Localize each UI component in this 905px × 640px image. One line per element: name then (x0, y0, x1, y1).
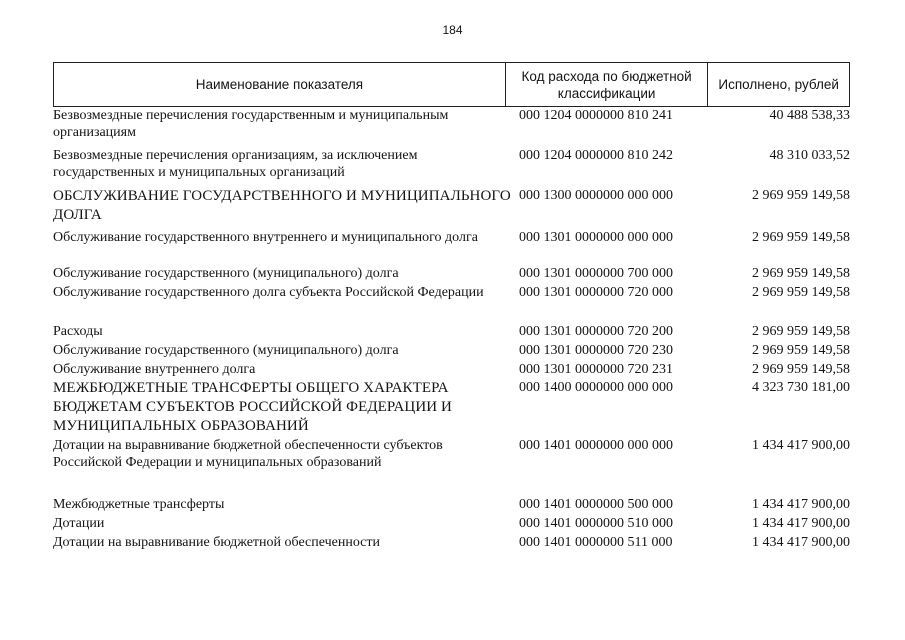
row-code: 000 1401 0000000 500 000 (519, 497, 673, 512)
row-value: 1 434 417 900,00 (752, 438, 850, 453)
row-name: МЕЖБЮДЖЕТНЫЕ ТРАНСФЕРТЫ ОБЩЕГО ХАРАКТЕРА БЮДЖЕТАМ СУБЪЕКТОВ РОССИЙСКОЙ ФЕДЕРАЦИИ И МУНИЦИПАЛЬНЫХ ОБРАЗОВАНИЙ (53, 380, 452, 434)
table-row (53, 361, 850, 378)
row-name: Расходы (53, 324, 103, 339)
table-row (53, 342, 850, 359)
table-row (53, 229, 850, 246)
row-code: 000 1401 0000000 511 000 (519, 535, 673, 550)
row-name: Обслуживание внутреннего долга (53, 362, 256, 377)
row-code: 000 1301 0000000 720 200 (519, 324, 673, 339)
row-value: 1 434 417 900,00 (752, 497, 850, 512)
row-code: 000 1301 0000000 720 000 (519, 285, 673, 300)
table-row (53, 284, 850, 301)
row-code: 000 1300 0000000 000 000 (519, 188, 673, 203)
row-name: Обслуживание государственного внутреннего и муниципального долга (53, 230, 478, 245)
row-name: Безвозмездные перечисления государственным и муниципальным организациям (53, 108, 449, 140)
header-executed: Исполнено, рублей (707, 63, 849, 106)
budget-table (53, 62, 850, 550)
row-code: 000 1204 0000000 810 242 (519, 148, 673, 163)
table-row (53, 534, 850, 551)
row-code: 000 1301 0000000 720 230 (519, 343, 673, 358)
row-value: 1 434 417 900,00 (752, 535, 850, 550)
row-code: 000 1400 0000000 000 000 (519, 380, 673, 395)
table-header (53, 62, 850, 107)
table-row-section (53, 379, 850, 436)
row-name: ОБСЛУЖИВАНИЕ ГОСУДАРСТВЕННОГО И МУНИЦИПАЛЬНОГО ДОЛГА (53, 188, 511, 223)
table-row (53, 147, 850, 181)
table-row (53, 437, 850, 471)
row-name: Дотации (53, 516, 105, 531)
row-name: Обслуживание государственного (муниципального) долга (53, 343, 399, 358)
table-row (53, 265, 850, 282)
row-value: 2 969 959 149,58 (752, 230, 850, 245)
table-row (53, 496, 850, 513)
row-value: 2 969 959 149,58 (752, 266, 850, 281)
row-name: Дотации на выравнивание бюджетной обеспеченности (53, 535, 380, 550)
row-value: 1 434 417 900,00 (752, 516, 850, 531)
row-value: 2 969 959 149,58 (752, 362, 850, 377)
row-name: Межбюджетные трансферты (53, 497, 225, 512)
row-value: 2 969 959 149,58 (752, 188, 850, 203)
row-code: 000 1401 0000000 000 000 (519, 438, 673, 453)
row-name: Обслуживание государственного (муниципального) долга (53, 266, 399, 281)
row-code: 000 1301 0000000 000 000 (519, 230, 673, 245)
page-number: 184 (442, 23, 463, 37)
header-name: Наименование показателя (195, 77, 364, 92)
table-row (53, 107, 850, 141)
row-value: 2 969 959 149,58 (752, 324, 850, 339)
table-row (53, 323, 850, 340)
row-code: 000 1401 0000000 510 000 (519, 516, 673, 531)
row-value: 2 969 959 149,58 (752, 343, 850, 358)
row-name: Обслуживание государственного долга субъекта Российской Федерации (53, 285, 484, 300)
row-value: 2 969 959 149,58 (752, 285, 850, 300)
row-value: 48 310 033,52 (769, 148, 850, 163)
table-row (53, 515, 850, 532)
row-name: Дотации на выравнивание бюджетной обеспеченности субъектов Российской Федерации и муниципальных образований (53, 438, 443, 470)
table-row-section (53, 187, 850, 225)
row-name: Безвозмездные перечисления организациям, за исключением государственных и муниципальных организаций (53, 148, 418, 180)
row-value: 4 323 730 181,00 (752, 380, 850, 395)
row-code: 000 1301 0000000 720 231 (519, 362, 673, 377)
header-code: Код расхода по бюджетной классификации (505, 63, 707, 106)
row-code: 000 1301 0000000 700 000 (519, 266, 673, 281)
row-value: 40 488 538,33 (769, 108, 850, 123)
row-code: 000 1204 0000000 810 241 (519, 108, 673, 123)
